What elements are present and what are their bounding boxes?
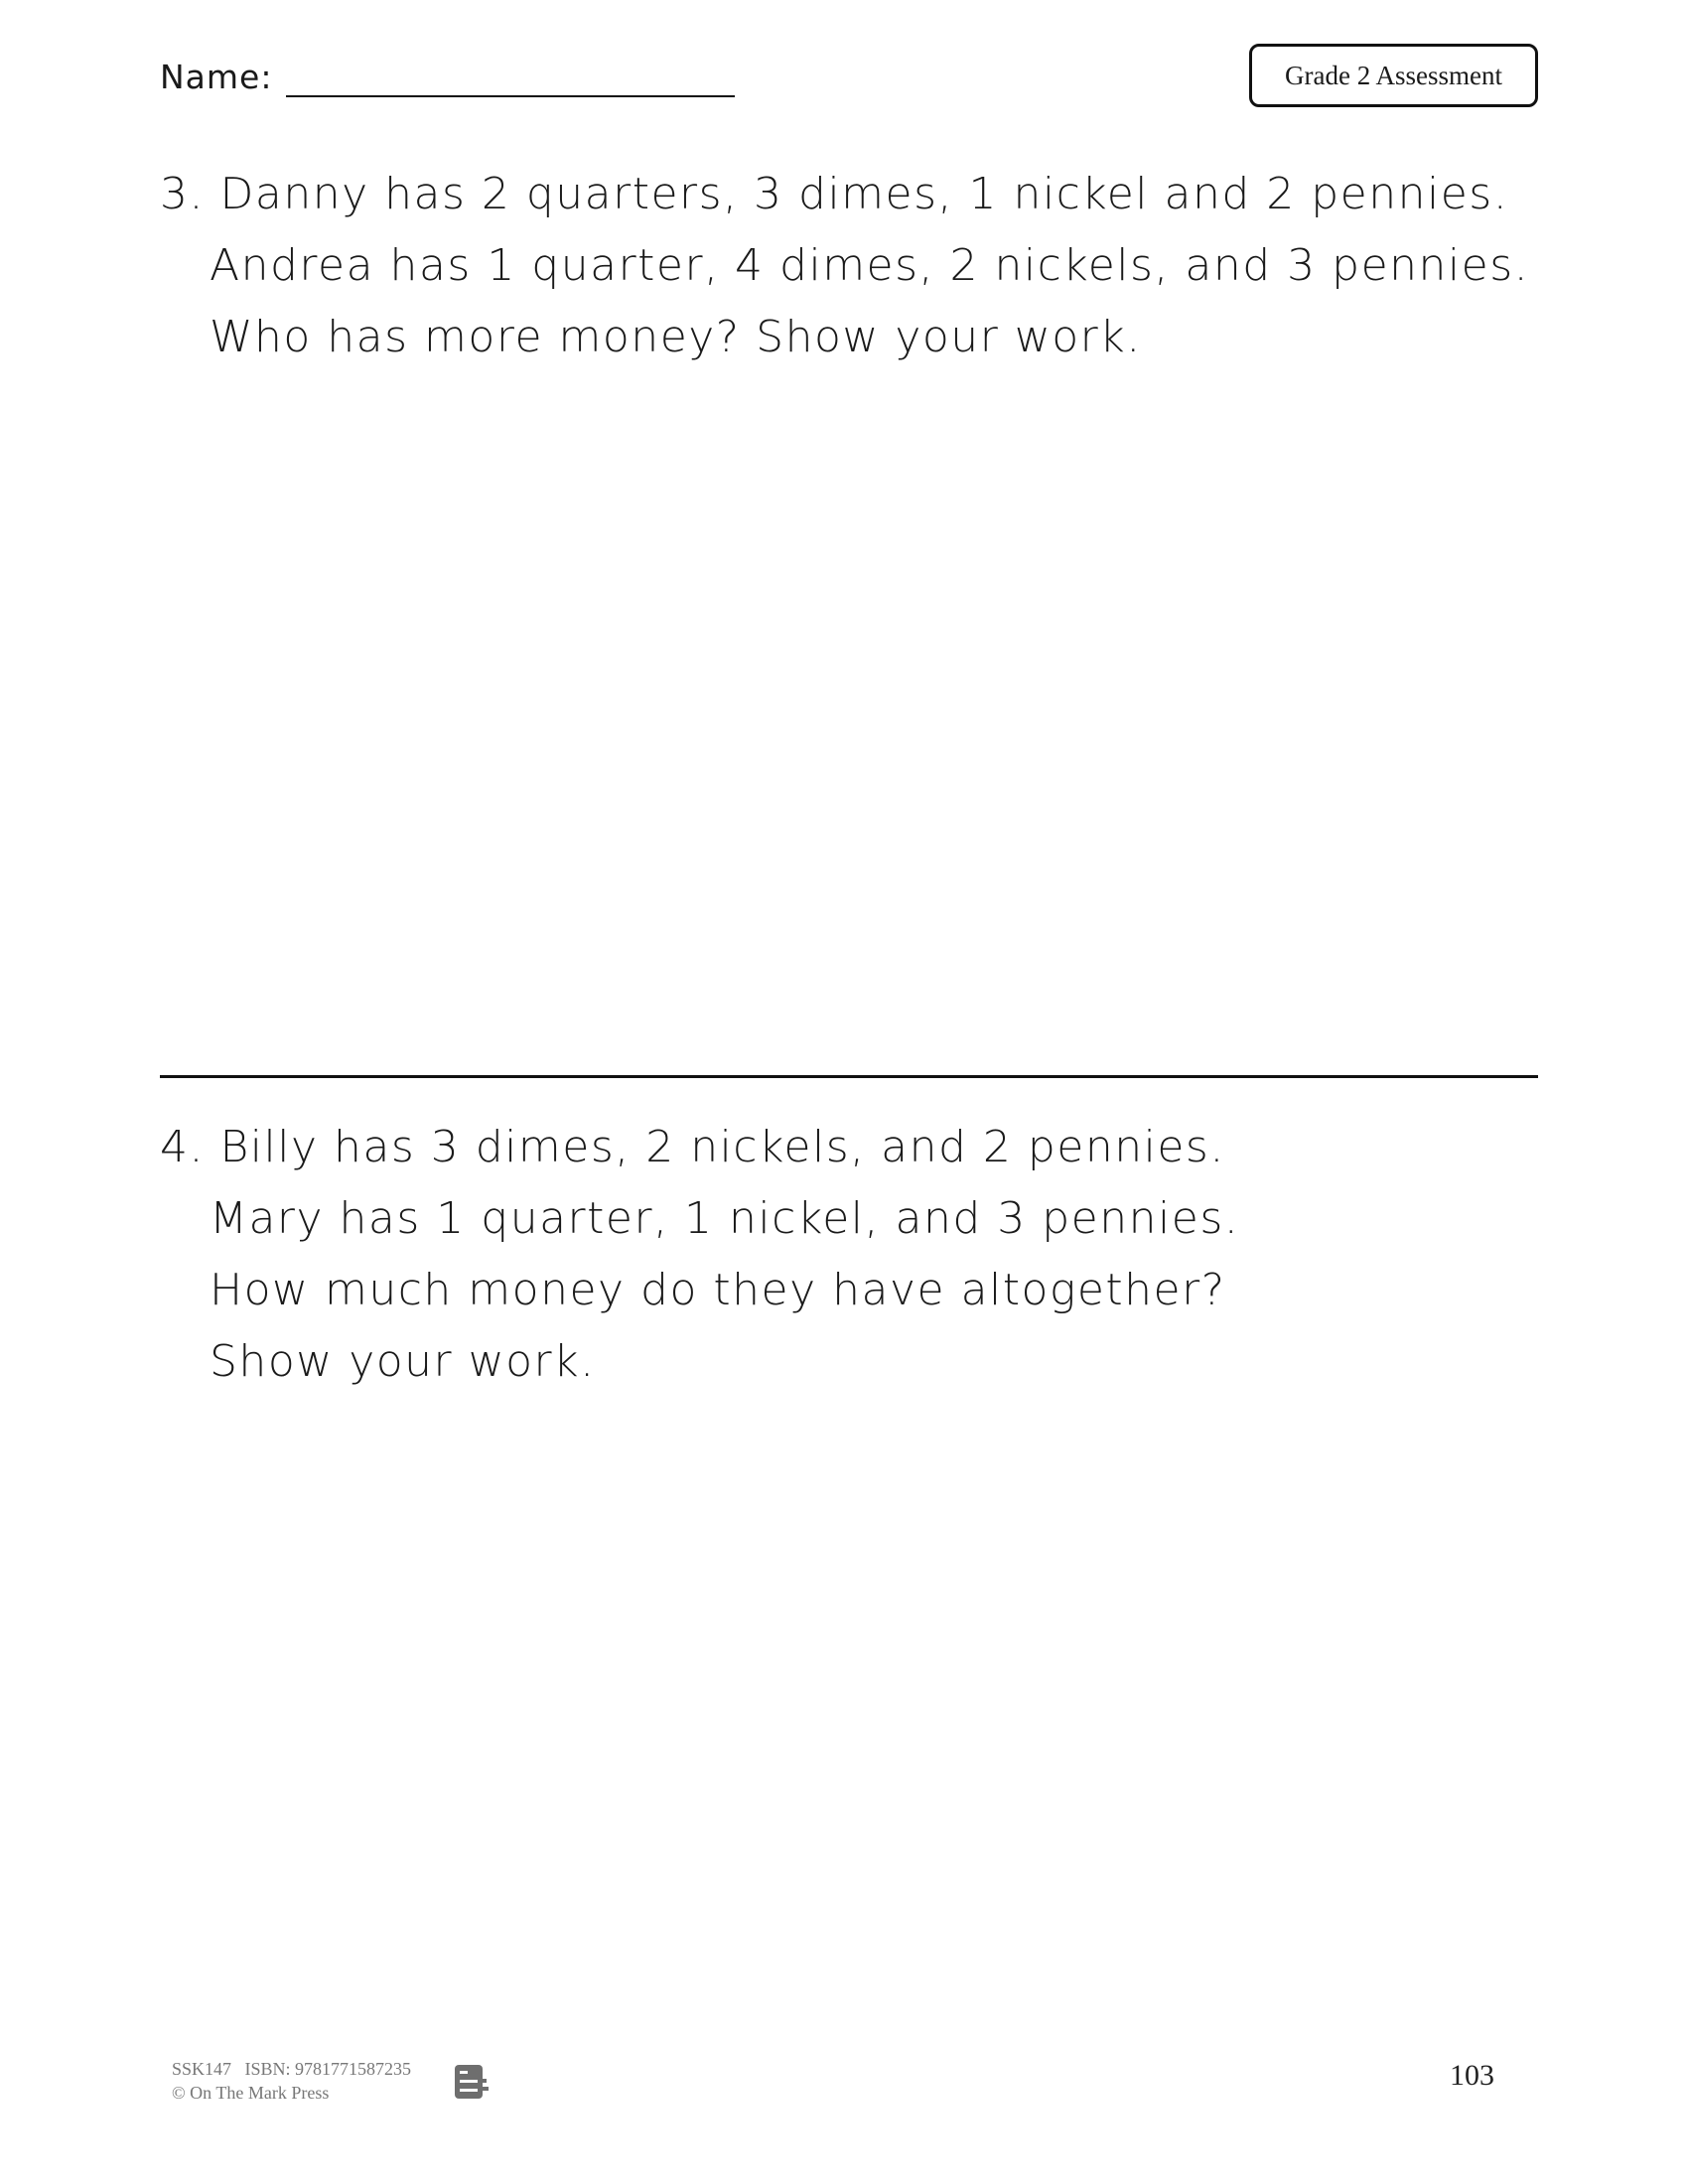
question-text: Mary has 1 quarter, 1 nickel, and 3 pennies. <box>210 1193 1240 1244</box>
question-text: Danny has 2 quarters, 3 dimes, 1 nickel and 2 pennies. <box>219 169 1509 219</box>
name-label: Name: <box>160 58 273 96</box>
footer-codes <box>172 2059 411 2080</box>
question-line <box>160 1112 1239 1183</box>
question-4 <box>160 1112 1239 1398</box>
question-text: Show your work. <box>210 1336 596 1387</box>
page-number: 103 <box>1450 2059 1494 2092</box>
name-answer-line[interactable] <box>286 95 735 97</box>
question-text: Billy has 3 dimes, 2 nickels, and 2 pennies. <box>219 1122 1225 1172</box>
isbn: ISBN: 9781771587235 <box>244 2059 412 2079</box>
question-number: 4. <box>160 1122 205 1172</box>
question-number: 3. <box>160 169 205 219</box>
question-text: How much money do they have altogether? <box>210 1265 1226 1315</box>
product-code: SSK147 <box>172 2059 232 2079</box>
publisher-logo-icon <box>453 2063 491 2101</box>
section-divider <box>160 1075 1538 1078</box>
question-3 <box>160 159 1529 373</box>
question-text: Who has more money? Show your work. <box>210 312 1142 362</box>
copyright: © On The Mark Press <box>172 2083 330 2103</box>
grade-badge: Grade 2 Assessment <box>1249 44 1538 107</box>
question-text: Andrea has 1 quarter, 4 dimes, 2 nickels, and 3 pennies. <box>210 240 1530 291</box>
question-line <box>160 159 1529 230</box>
